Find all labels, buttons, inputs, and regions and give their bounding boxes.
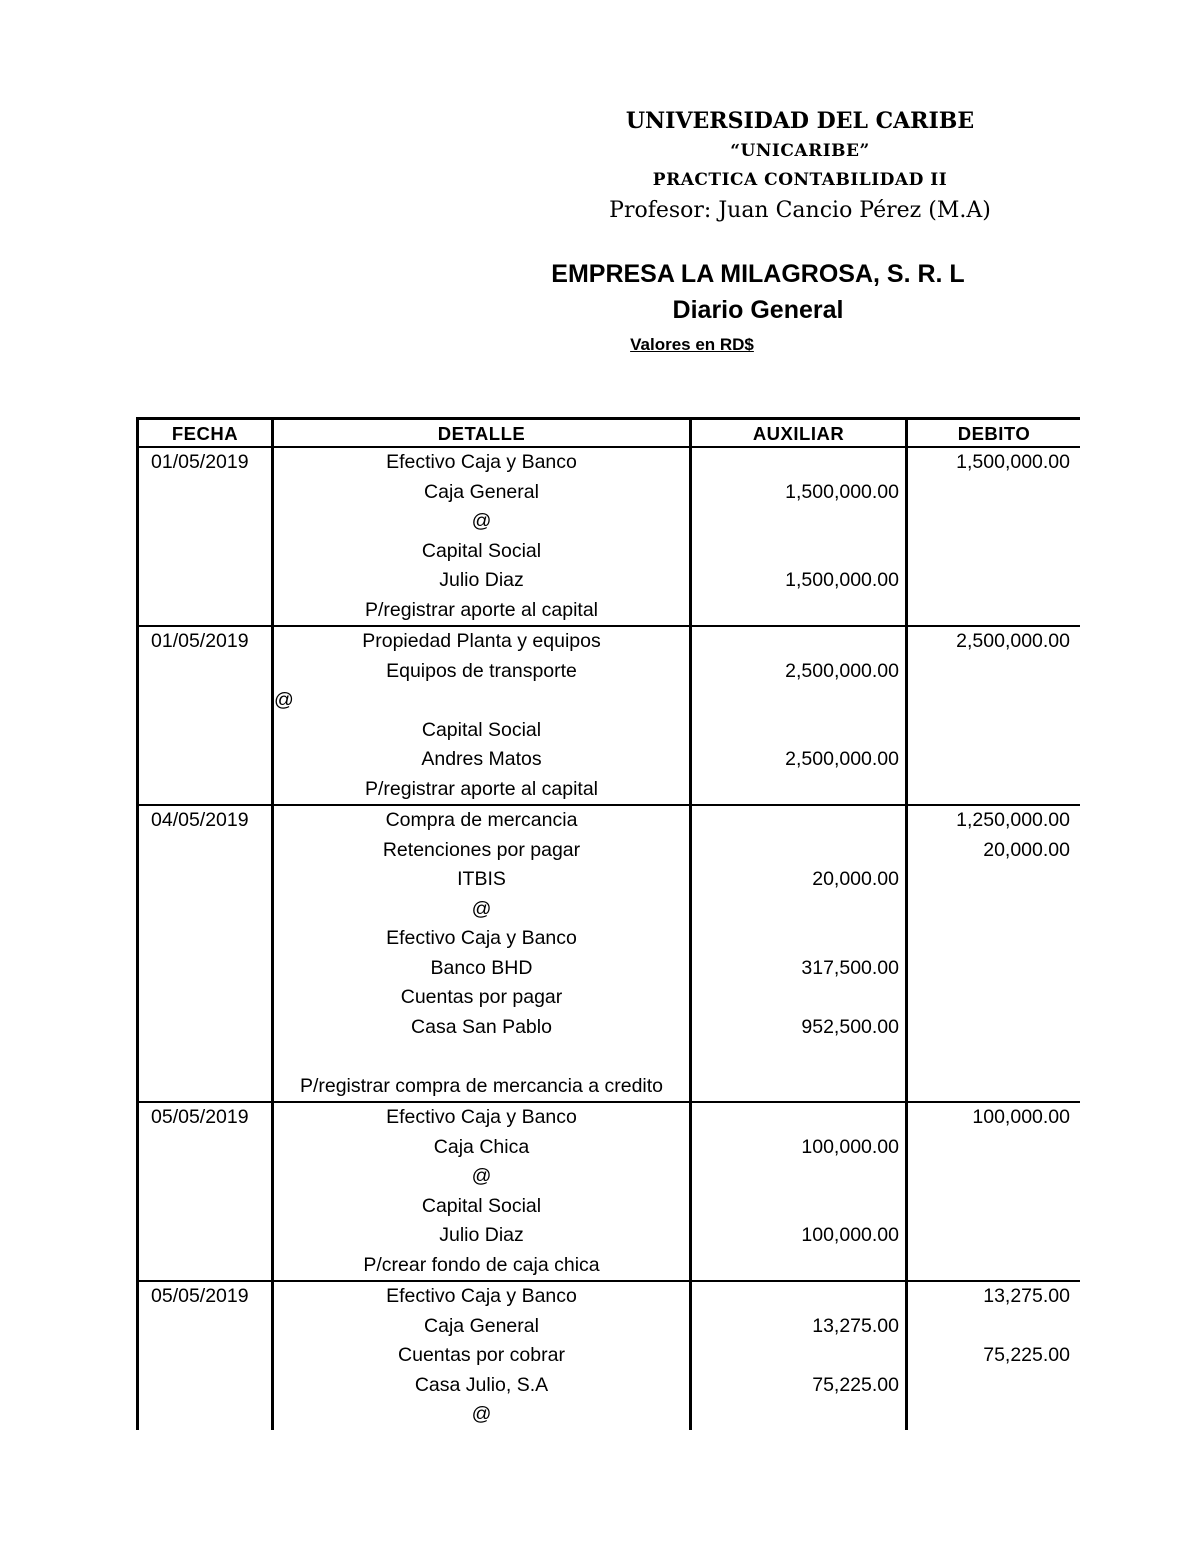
auxiliar-amount [692,924,905,954]
debit-amount [908,657,1080,687]
detail-line: Efectivo Caja y Banco [386,451,577,473]
debit-amount [908,954,1080,984]
detail-line: P/registrar aporte al capital [364,777,599,800]
journal-table [136,417,1080,1430]
entry-debit-cell [905,1103,1080,1280]
detail-line: Andres Matos [421,748,542,770]
column-header-auxiliar: AUXILIAR [689,420,905,446]
entry-detail-cell [271,1103,689,1280]
entry-detail-cell [271,627,689,804]
entry-debit-cell [905,448,1080,625]
entry-auxiliar-cell [689,806,905,1101]
debit-amount [908,1162,1080,1192]
entry-date: 05/05/2019 [151,1285,249,1307]
auxiliar-amount [692,806,905,836]
auxiliar-amount [692,1072,905,1102]
detail-line: Efectivo Caja y Banco [386,1285,577,1307]
debit-amount [908,1400,1080,1430]
course-title: PRACTICA CONTABILIDAD II [652,170,948,190]
auxiliar-amount [692,836,905,866]
auxiliar-amount [692,1400,905,1430]
journal-entries [136,448,1080,1430]
auxiliar-amount [692,507,905,537]
entry-auxiliar-cell [689,1282,905,1430]
entry-debit-cell [905,1282,1080,1430]
table-header-row [136,417,1080,448]
detail-line: Cuentas por cobrar [398,1344,565,1366]
detail-line: @ [274,689,294,711]
auxiliar-amount: 75,225.00 [812,1373,899,1396]
entry-debit-cell [905,806,1080,1101]
detail-line: Capital Social [421,718,542,741]
auxiliar-amount: 952,500.00 [801,1015,899,1038]
column-header-detalle: DETALLE [271,420,689,446]
auxiliar-amount [692,1251,905,1281]
detail-line: P/registrar aporte al capital [364,598,599,621]
auxiliar-amount [692,448,905,478]
debit-amount [908,1013,1080,1043]
debit-amount [908,895,1080,925]
company-name: EMPRESA LA MILAGROSA, S. R. L [551,260,965,288]
debit-amount: 1,500,000.00 [956,451,1070,473]
entry-date: 01/05/2019 [151,630,249,652]
auxiliar-amount [692,895,905,925]
detail-line: Propiedad Planta y equipos [362,630,601,652]
entry-auxiliar-cell [689,627,905,804]
detail-line: Efectivo Caja y Banco [386,1106,577,1128]
debit-amount [908,865,1080,895]
debit-amount: 13,275.00 [983,1285,1070,1307]
detail-line: Julio Diaz [439,569,524,591]
journal-entry [136,1282,1080,1430]
auxiliar-amount: 1,500,000.00 [785,480,899,503]
debit-amount [908,716,1080,746]
detail-line: Caja General [424,480,539,503]
auxiliar-amount: 100,000.00 [801,1224,899,1246]
auxiliar-amount [692,775,905,805]
debit-amount: 20,000.00 [983,838,1070,861]
debit-amount [908,507,1080,537]
journal-entry [136,448,1080,627]
entry-detail-cell [271,1282,689,1430]
debit-amount [908,566,1080,596]
debit-amount [908,1072,1080,1102]
detail-line: P/registrar compra de mercancia a credito [299,1074,664,1097]
debit-amount [908,596,1080,626]
detail-line: @ [471,510,492,532]
entry-auxiliar-cell [689,448,905,625]
auxiliar-amount [692,983,905,1013]
auxiliar-amount [692,1162,905,1192]
detail-line: P/crear fondo de caja chica [363,1253,600,1276]
auxiliar-amount: 1,500,000.00 [785,569,899,591]
currency-note: Valores en RD$ [630,335,754,354]
entry-date-cell [136,448,271,625]
journal-entry [136,1103,1080,1282]
debit-amount [908,537,1080,567]
entry-detail-cell [271,806,689,1101]
debit-amount [908,1251,1080,1281]
journal-entry [136,627,1080,806]
auxiliar-amount [692,1192,905,1222]
debit-amount [908,1133,1080,1163]
auxiliar-amount [692,627,905,657]
auxiliar-amount [692,716,905,746]
debit-amount [908,983,1080,1013]
debit-amount: 2,500,000.00 [956,630,1070,652]
debit-amount [908,924,1080,954]
auxiliar-amount: 13,275.00 [812,1314,899,1337]
journal-entry [136,806,1080,1103]
entry-debit-cell [905,627,1080,804]
professor-name: Profesor: Juan Cancio Pérez (M.A) [609,198,991,223]
auxiliar-amount: 100,000.00 [801,1135,899,1158]
detail-line: Compra de mercancia [385,809,578,831]
debit-amount [908,1371,1080,1401]
entry-date-cell [136,1103,271,1280]
debit-amount: 75,225.00 [983,1344,1070,1366]
entry-date: 01/05/2019 [151,451,249,473]
entry-auxiliar-cell [689,1103,905,1280]
debit-amount [908,478,1080,508]
auxiliar-amount: 2,500,000.00 [785,748,899,770]
entry-date-cell [136,806,271,1101]
debit-amount [908,1192,1080,1222]
detail-line: Casa San Pablo [411,1015,552,1038]
detail-line: Banco BHD [430,956,533,979]
entry-date-cell [136,627,271,804]
auxiliar-amount [692,1103,905,1133]
detail-line: ITBIS [457,868,506,890]
auxiliar-amount [692,537,905,567]
debit-amount [908,1221,1080,1251]
detail-line: @ [471,1403,492,1425]
debit-amount [908,1042,1080,1072]
column-header-fecha: FECHA [136,420,271,446]
detail-line: Retenciones por pagar [382,838,581,861]
journal-title: Diario General [672,296,844,324]
detail-line: Caja General [424,1314,539,1337]
entry-date: 04/05/2019 [151,809,249,831]
detail-line: Caja Chica [433,1135,530,1158]
detail-line: Efectivo Caja y Banco [386,927,577,949]
auxiliar-amount [692,1042,905,1072]
entry-detail-cell [271,448,689,625]
university-name: UNIVERSIDAD DEL CARIBE [625,108,975,134]
auxiliar-amount [692,1282,905,1312]
auxiliar-amount: 2,500,000.00 [785,659,899,682]
debit-amount [908,686,1080,716]
debit-amount [908,1312,1080,1342]
entry-date: 05/05/2019 [151,1106,249,1128]
university-nickname: “UNICARIBE” [730,141,870,161]
detail-line [274,1042,689,1072]
debit-amount [908,745,1080,775]
column-header-debito: DEBITO [905,420,1080,446]
debit-amount: 100,000.00 [972,1106,1070,1128]
detail-line: Capital Social [421,539,542,562]
detail-line: Julio Diaz [439,1224,524,1246]
debit-amount [908,775,1080,805]
detail-line: Capital Social [421,1194,542,1217]
auxiliar-amount [692,1341,905,1371]
auxiliar-amount [692,686,905,716]
detail-line: Casa Julio, S.A [414,1373,549,1396]
detail-line: Cuentas por pagar [400,986,563,1008]
entry-date-cell [136,1282,271,1430]
debit-amount: 1,250,000.00 [956,809,1070,831]
auxiliar-amount: 20,000.00 [812,868,899,890]
auxiliar-amount: 317,500.00 [801,956,899,979]
detail-line: Equipos de transporte [386,659,577,682]
auxiliar-amount [692,596,905,626]
detail-line: @ [471,1165,492,1187]
detail-line: @ [471,897,492,920]
